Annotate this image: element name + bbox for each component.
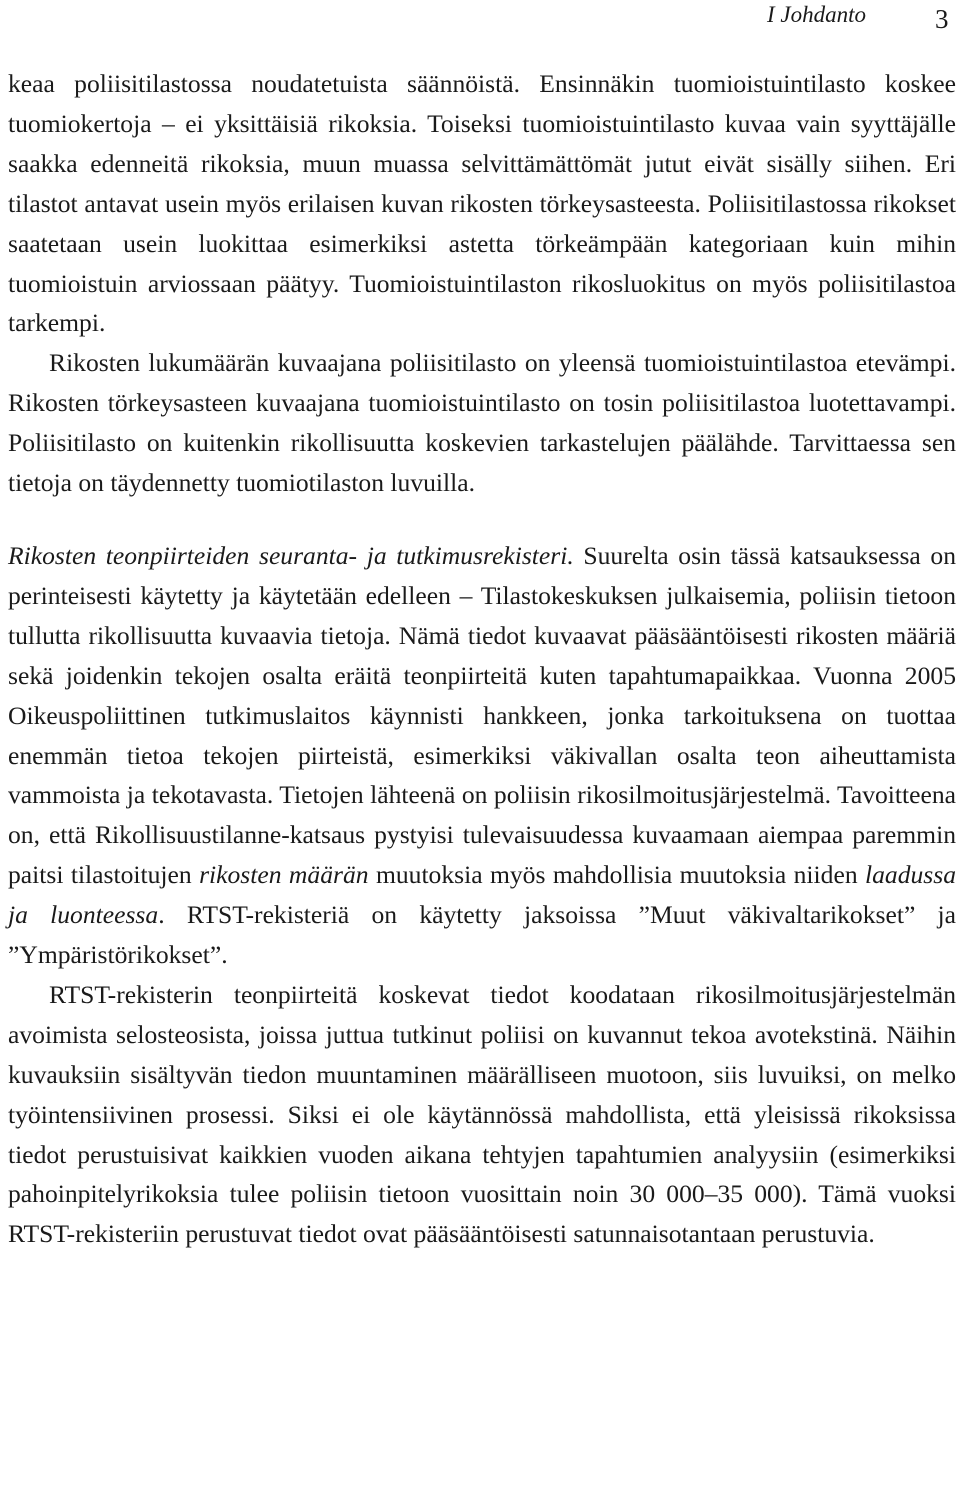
paragraph-1: keaa poliisitilastossa noudatetuista säännöistä. Ensinnäkin tuomioistuintilasto koskee tuomiokertoja – ei yksittäisiä rikoksia. Toiseksi tuomioistuintilasto kuvaa vain syyttäjälle saakka edenneitä rikoksia, muun muassa selvittämättömät jutut eivät sisälly siihen. Eri tilastot antavat usein myös erilaisen kuvan rikosten törkeysasteesta. Poliisitilastossa rikokset saatetaan usein luokittaa esimerkiksi astetta törkeämpään kategoriaan kuin mihin tuomioistuin arviossaan päätyy. Tuomioistuintilaston rikosluokitus on myös poliisitilastoa tarkempi. <box>8 69 956 338</box>
paragraph-3-text-a: Suurelta osin tässä katsauksessa on perinteisesti käytetty ja käytetään edelleen – Tilastokeskuksen julkaisemia, poliisin tietoon tullutta rikollisuutta kuvaavia tietoja. Nämä tiedot kuvaavat pääsääntöisesti rikosten määriä sekä joidenkin tekojen osalta eräitä teonpiirteitä kuten tapahtumapaikkaa. Vuonna 2005 Oikeuspoliittinen tutkimuslaitos käynnisti hankkeen, jonka tarkoituksena on tuottaa enemmän tietoa tekojen piirteistä, esimerkiksi väkivallan osalta teon aiheuttamista vammoista ja tekotavasta. Tietojen lähteenä on poliisin rikosilmoitusjärjestelmä. Tavoitteena on, että Rikollisuustilanne-katsaus pystyisi tulevaisuudessa kuvaamaan aiempaa paremmin paitsi tilastoitujen <box>8 540 956 890</box>
section-gap <box>8 503 956 536</box>
page-number: 3 <box>935 4 949 34</box>
paragraph-3 <box>8 536 956 975</box>
body-text <box>8 64 956 1254</box>
emphasis-laadussa: laadussa ja luonteessa <box>8 860 957 930</box>
paragraph-2: Rikosten lukumäärän kuvaajana poliisitilasto on yleensä tuomioistuintilastoa etevämpi. Rikosten törkeysasteen kuvaajana tuomioistuintilasto on tosin poliisitilastoa luotettavampi. Poliisitilasto on kuitenkin rikollisuutta koskevien tarkastelujen päälähde. Tarvittaessa sen tietoja on täydennetty tuomiotilaston luvuilla. <box>8 348 956 498</box>
page-header <box>0 0 960 40</box>
paragraph-3-text-b: muutoksia myös mahdollisia muutoksia niiden <box>368 860 865 890</box>
section-heading: Rikosten teonpiirteiden seuranta- ja tutkimusrekisteri. <box>8 540 574 570</box>
emphasis-rikosten-maaran: rikosten määrän <box>199 860 369 890</box>
paragraph-3-text-c: . RTST-rekisteriä on käytetty jaksoissa ”Muut väkivaltarikokset” ja ”Ympäristörikokset”. <box>8 900 957 970</box>
running-title: I Johdanto <box>767 2 867 27</box>
paragraph-4: RTST-rekisterin teonpiirteitä koskevat tiedot koodataan rikosilmoitusjärjestelmän avoimista selosteosista, joissa juttua tutkinut poliisi on kuvannut tekoa avotekstinä. Näihin kuvauksiin sisältyvän tiedon muuntaminen määrälliseen muotoon, siis luvuiksi, on melko työintensiivinen prosessi. Siksi ei ole käytännössä mahdollista, että yleisissä rikoksissa tiedot perustuisivat kaikkien vuoden aikana tehtyjen tapahtumien analyysiin (esimerkiksi pahoinpitelyrikoksia tulee poliisin tietoon vuosittain noin 30 000–35 000). Tämä vuoksi RTST-rekisteriin perustuvat tiedot ovat pääsääntöisesti satunnaisotantaan perustuvia. <box>8 979 956 1249</box>
